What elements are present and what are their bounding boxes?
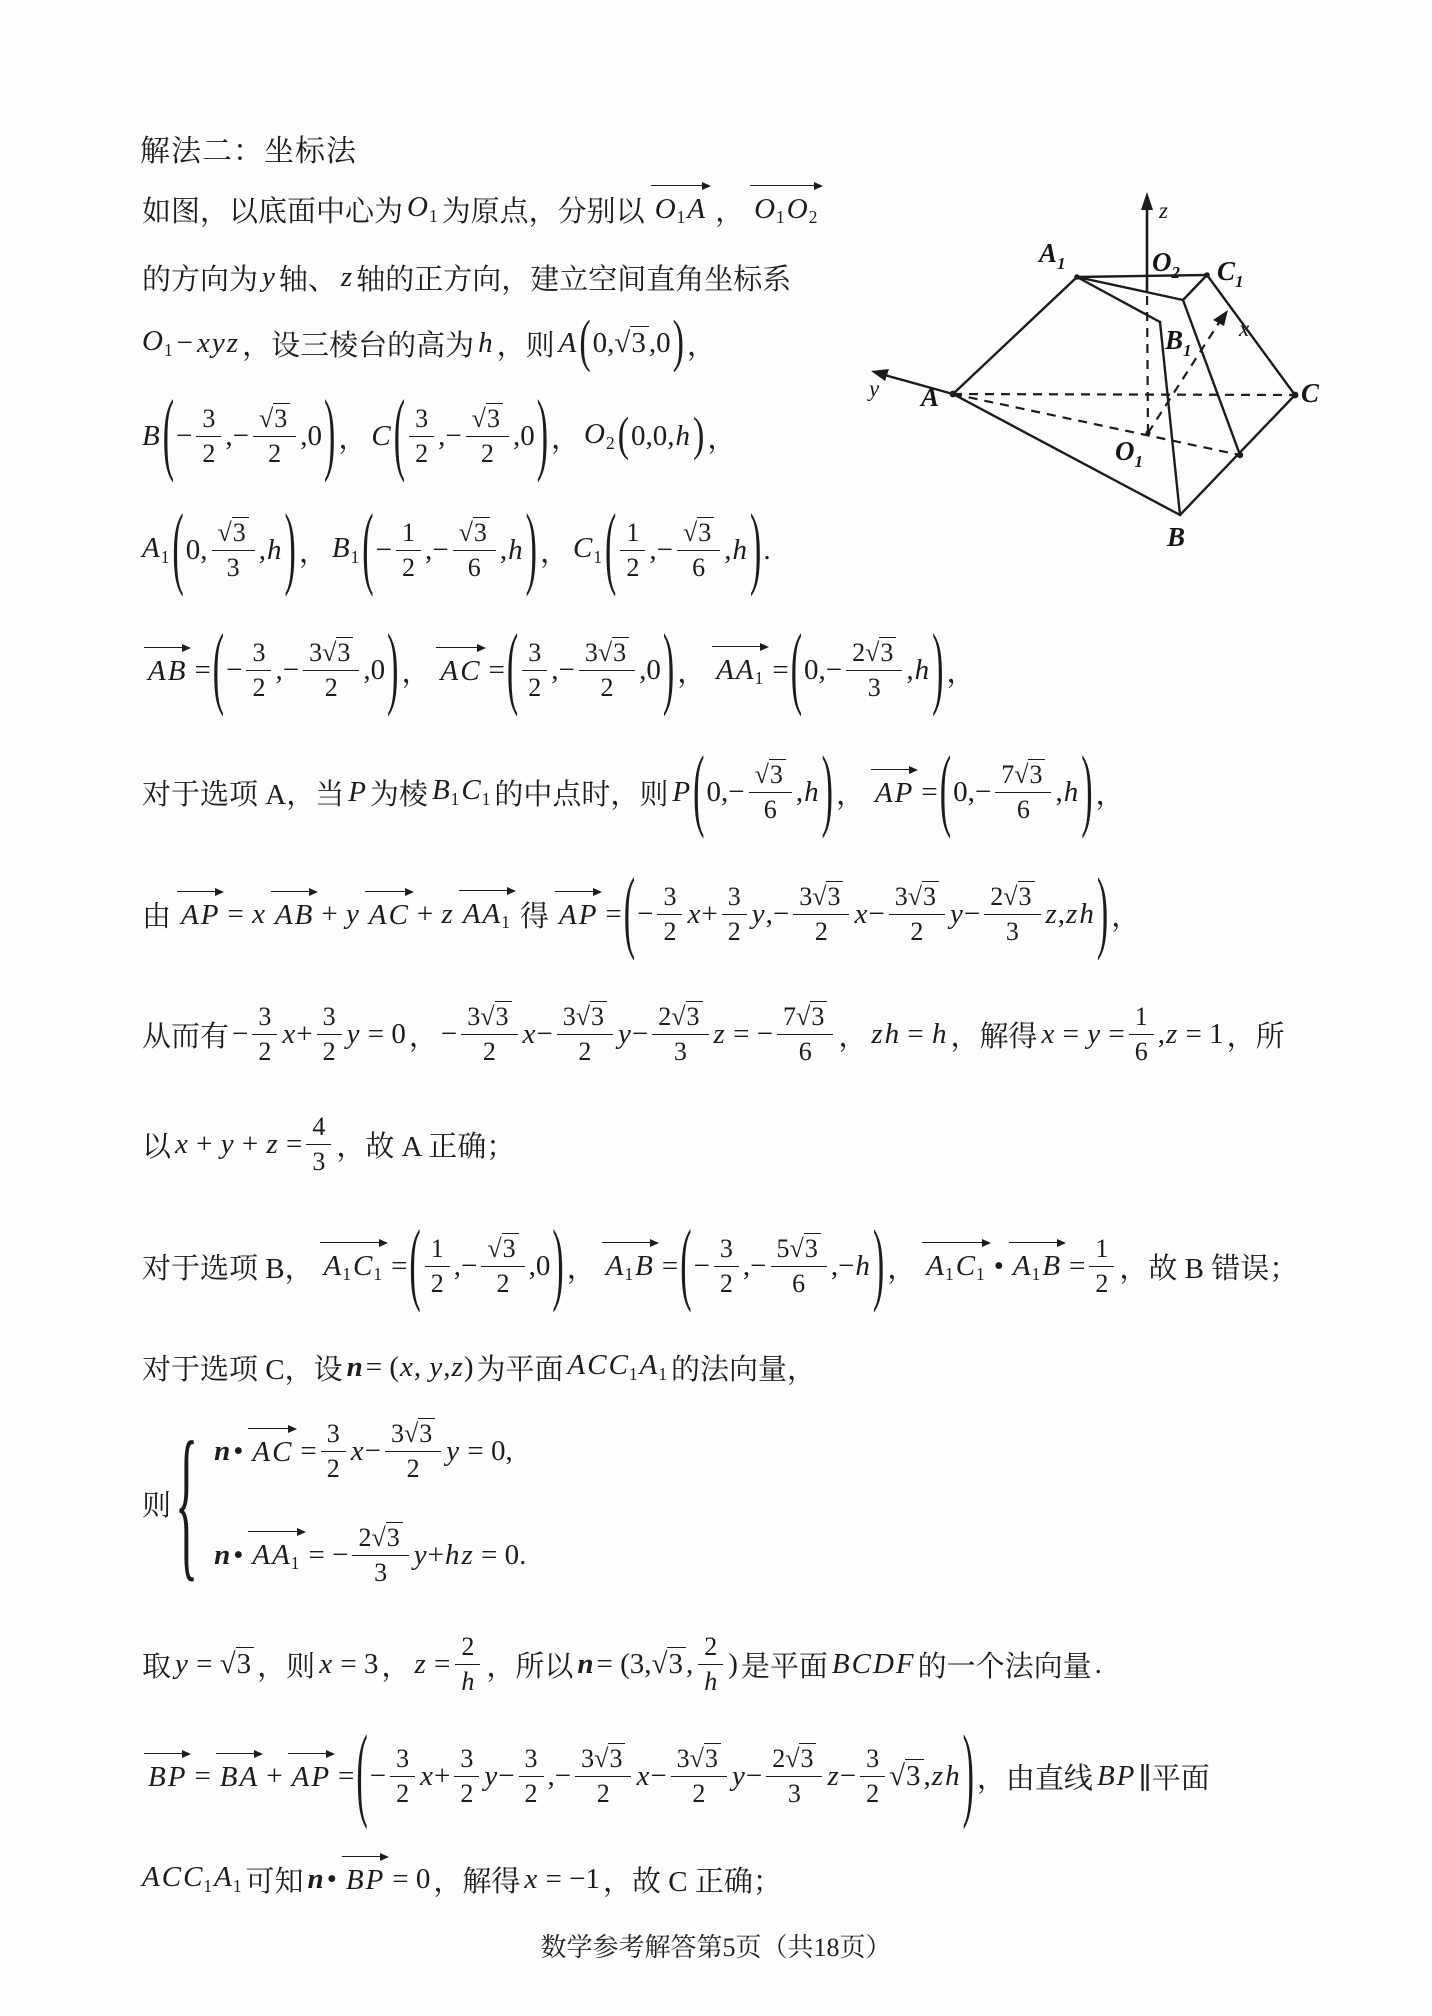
vector-arrow: AA1 [711,652,768,690]
vector-arrow: A1B [1008,1248,1065,1286]
formula-line: 对于选项 A，当 P 为棱 B1C1 的中点时，则 P ( 0,− $\frac{√3}{6}$ ,h ) ， AP = ( 0,− $\frac{7√3}{6}$ ,h ) ， [142,740,1125,841]
vertex-label-b1: $B_1$ [1165,325,1192,360]
formula-line: 对于选项 B， A1C1 = ( $\frac{1}{2}$ ,− $\frac{√3}{2}$ ,0 ) ， A1B = ( − $\frac{3}{2}$ ,− $\frac{5√3}{6}$ ,−h ) ， A1C1 • A1B = $\frac{1}{2}$ ，故 B 错误； [142,1214,1299,1315]
formula-line: 如图，以底面中心为 O1 为原点，分别以 O1A ， O1O2 [140,186,1332,232]
solution-method-title: 解法二：坐标法 [140,135,357,168]
formula-line: 从而有 − $\frac{3}{2}$ x+ $\frac{3}{2}$ y = 0 ， − $\frac{3√3}{2}$ x− $\frac{3√3}{2}$ y− $\frac{2√3}{3}$ z = − $\frac{7√3}{6}$ ， zh = h ，解得 x = y = $\frac{1}{6}$ ,z = 1 ，所 [142,1001,1285,1066]
vertex-label-b: B [1167,522,1186,552]
formula-line: 由 AP = x AB + y AC + z AA1 得 AP = ( − $\frac{3}{2}$ x+ $\frac{3}{2}$ y,− $\frac{3√3}{2}$ x− $\frac{3√3}{2}$ y− $\frac{2√3}{3}$ z,zh ) ， [142,862,1141,963]
page-footer: 数学参考解答第5页（共18页） [540,1933,892,1962]
vertex-label-o2: $O_2$ [1152,247,1180,282]
axis-label-x: x [1239,316,1250,341]
frustum-diagram [845,140,1350,595]
vector-arrow: AB [143,653,190,688]
formula-line: ACC1A1 可知 n • BP = 0 ，解得 x = −1 ，故 C 正确； [142,1861,782,1898]
vertex-label-a1: $A_1$ [1039,238,1066,273]
vector-arrow: AC [364,897,413,932]
vector-arrow: AA1 [458,896,515,934]
vector-arrow: O1O2 [749,191,822,229]
x-axis [1213,310,1228,326]
vector-arrow: BP [143,1759,190,1794]
vertex-label-o1: $O_1$ [1115,436,1143,471]
vertex-label-c: C [1301,378,1320,408]
formula-line: B ( − $\frac{3}{2}$ ,− $\frac{√3}{2}$ ,0 ) ， C ( $\frac{3}{2}$ ,− $\frac{√3}{2}$ ,0 ) ， O2 ( 0,0,h ) ， [142,384,737,485]
formula-line: 取 y = √3 ，则 x = 3 ， z = $\frac{2}{h}$ ，所以 n = (3,√3 , $\frac{2}{h}$ ) 是平面 BCDF 的一个法向量 . [142,1631,1102,1696]
formula-line: AB = ( − $\frac{3}{2}$ ,− $\frac{3√3}{2}$ ,0 ) ， AC = ( $\frac{3}{2}$ ,− $\frac{3√3}{2}$ ,0 ) ， AA1 = ( 0,− $\frac{2√3}{3}$ ,h ) ， [140,620,1332,720]
vertex-dots [950,272,1299,458]
vector-arrow: AP [554,897,601,932]
vector-arrow: AA1 [247,1537,304,1575]
axis-label-y: y [869,376,880,401]
y-axis [871,369,953,394]
vector-arrow: AP [287,1759,334,1794]
vector-arrow: A1C1 [921,1248,989,1286]
vector-arrow: AP [176,897,223,932]
formula-line: 的方向为 y 轴、 z 轴的正方向，建立空间直角坐标系 [142,260,792,296]
vector-arrow: BP [341,1862,388,1897]
equation-system: 则 { n • AC = $\frac{3}{2}$ x− $\frac{3√3}{2}$ y = 0, n • AA1 = − $\frac{2√3}{3}$ y+hz = 0. [140,1412,1332,1594]
vertex-label-a: A [921,382,940,412]
system-brace: { [175,1408,199,1598]
formula-line: A1 ( 0, $\frac{√3}{3}$ ,h ) ， B1 ( − $\frac{1}{2}$ ,− $\frac{√3}{6}$ ,h ) ， C1 ( $\frac{1}{2}$ ,− $\frac{√3}{6}$ ,h ) . [142,498,771,599]
formula-line: O1 − xyz ，设三棱台的高为 h ，则 A ( 0,√3 ,0 ) ， [142,310,716,374]
vertex-label-c1: $C_1$ [1217,256,1244,291]
formula-line: n • AA1 = − $\frac{2√3}{3}$ y+hz = 0. [214,1522,527,1587]
vector-arrow: BA [215,1759,262,1794]
formula-line: 以 x + y + z = $\frac{4}{3}$ ，故 A 正确； [142,1111,516,1176]
vector-arrow: AP [870,775,917,810]
formula-line: BP = BA + AP = ( − $\frac{3}{2}$ x+ $\frac{3}{2}$ y− $\frac{3}{2}$ ,− $\frac{3√3}{2}$ x− $\frac{3√3}{2}$ y− $\frac{2√3}{3}$ z− $\frac{3}{2}$ √3 ,zh ) ，由直线 BP ∥平面 [140,1726,1332,1826]
frustum-figure [845,140,1350,595]
vector-arrow: AC [435,653,484,688]
formula-line: 对于选项 C，设 n = (x, y,z) 为平面 ACC1A1 的法向量， [142,1349,817,1386]
vector-arrow: O1A [650,191,710,229]
vector-arrow: AC [247,1434,296,1469]
vector-arrow: A1C1 [319,1248,387,1286]
axis-label-z: z [1159,198,1168,223]
vector-arrow: A1B [601,1248,658,1286]
vector-arrow: AB [270,897,317,932]
formula-line: n • AC = $\frac{3}{2}$ x− $\frac{3√3}{2}$ y = 0, [214,1418,513,1483]
